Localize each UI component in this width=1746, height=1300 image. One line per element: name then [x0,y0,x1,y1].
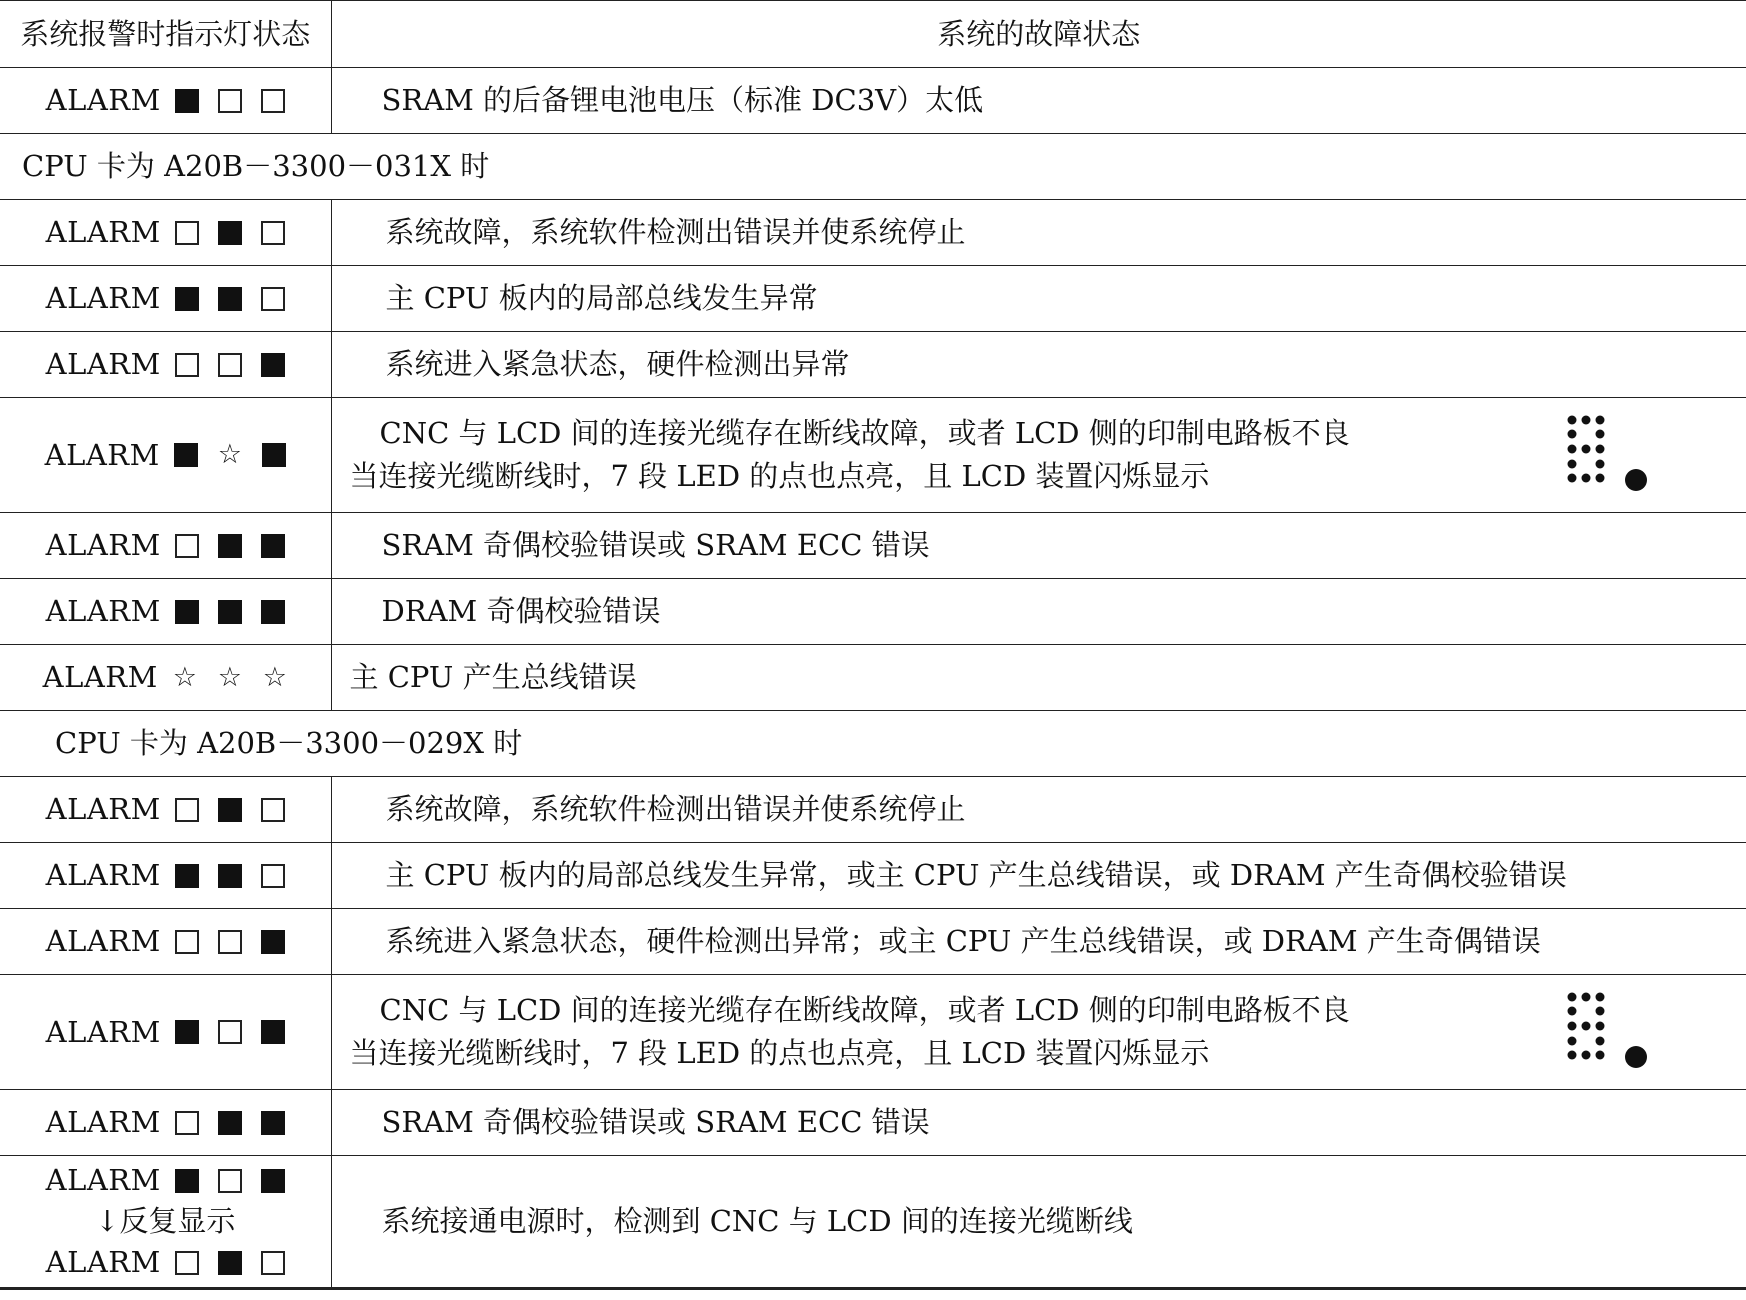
alarm-label: ALARM [42,660,158,694]
lamp-status-cell [0,777,331,843]
alarm-indicator [45,281,285,315]
table-header-row [0,1,1746,68]
alarm-label: ALARM [45,924,161,958]
fault-description: SRAM 的后备锂电池电压（标准 DC3V）太低 [381,83,984,117]
alarm-label: ALARM [44,437,160,472]
header-lamp-status: 系统报警时指示灯状态 [0,1,331,68]
fault-description: 系统进入紧急状态，硬件检测出异常 [385,347,850,381]
lamp-status-cell [0,266,331,332]
lamp-off-icon [175,798,199,822]
lamp-on-icon [218,600,242,624]
fault-description-cell [331,777,1746,843]
alarm-indicator [44,437,286,472]
lamp-blink-icon: ☆ [217,661,242,693]
lamp-on-icon [175,1020,199,1044]
table-row [0,332,1746,398]
lamp-on-icon [261,353,285,377]
repeat-indicator-stack [0,1163,331,1279]
lamp-status-cell [0,200,331,266]
fault-description-line: 当连接光缆断线时，7 段 LED 的点也点亮，且 LCD 装置闪烁显示 [349,1036,1210,1070]
lamp-on-icon [261,930,285,954]
alarm-indicator [45,594,285,628]
table-row [0,579,1746,645]
fault-description-cell [331,645,1746,711]
fault-description-cell [331,266,1746,332]
fault-description: 系统进入紧急状态，硬件检测出异常；或主 CPU 产生总线错误，或 DRAM 产生奇偶错误 [385,924,1541,958]
lamp-status-cell [0,909,331,975]
table-body [0,68,1746,1289]
lamp-status-cell [0,843,331,909]
alarm-indicator [45,528,285,562]
lamp-status-cell [0,645,331,711]
fault-description: SRAM 奇偶校验错误或 SRAM ECC 错误 [381,528,930,562]
lamp-on-icon [175,287,199,311]
fault-description-line: CNC 与 LCD 间的连接光缆存在断线故障，或者 LCD 侧的印制电路板不良 [379,993,1350,1027]
alarm-indicator [45,792,285,826]
alarm-indicator [45,83,285,117]
fault-description [332,416,1746,493]
fault-description-line: 当连接光缆断线时，7 段 LED 的点也点亮，且 LCD 装置闪烁显示 [349,459,1210,493]
lamp-off-icon [218,353,242,377]
alarm-label: ALARM [45,1245,161,1279]
table-row [0,513,1746,579]
lamp-off-icon [175,221,199,245]
table-row [0,843,1746,909]
fault-description-cell [331,975,1746,1090]
lamp-off-icon [175,353,199,377]
fault-description-cell [331,1090,1746,1156]
table-row [0,200,1746,266]
lamp-on-icon [218,221,242,245]
alarm-indicator [45,1245,285,1279]
repeat-label: ↓反复显示 [95,1204,236,1238]
fault-description-cell [331,1156,1746,1289]
fault-description [332,993,1746,1070]
lamp-off-icon [218,1020,242,1044]
alarm-label: ALARM [45,215,161,249]
section-heading: CPU 卡为 A20B－3300－031X 时 [0,134,1746,200]
alarm-indicator [45,1105,285,1139]
seven-segment-led-dot-icon [1564,412,1654,498]
lamp-status-cell [0,975,331,1090]
fault-description-cell [331,909,1746,975]
lamp-on-icon [261,534,285,558]
fault-description: 主 CPU 板内的局部总线发生异常，或主 CPU 产生总线错误，或 DRAM 产生奇偶校验错误 [385,858,1567,892]
fault-description: 系统接通电源时，检测到 CNC 与 LCD 间的连接光缆断线 [381,1204,1133,1238]
alarm-label: ALARM [45,858,161,892]
fault-description: DRAM 奇偶校验错误 [381,594,661,628]
fault-description: 主 CPU 产生总线错误 [349,660,637,694]
lamp-on-icon [175,89,199,113]
alarm-indicator [45,215,285,249]
table-row [0,711,1746,777]
lamp-on-icon [175,864,199,888]
table-row [0,1090,1746,1156]
fault-description: 系统故障，系统软件检测出错误并使系统停止 [385,215,966,249]
lamp-blink-icon: ☆ [172,661,197,693]
fault-description-line: CNC 与 LCD 间的连接光缆存在断线故障，或者 LCD 侧的印制电路板不良 [379,416,1350,450]
lamp-on-icon [261,1169,285,1193]
lamp-off-icon [218,89,242,113]
alarm-label: ALARM [45,1163,161,1197]
alarm-indicator [42,660,288,694]
fault-description: 系统故障，系统软件检测出错误并使系统停止 [385,792,966,826]
lamp-on-icon [174,443,198,467]
lamp-status-cell [0,398,331,513]
fault-description-cell [331,398,1746,513]
lamp-on-icon [218,798,242,822]
lamp-status-cell [0,513,331,579]
table-row [0,398,1746,513]
lamp-off-icon [175,534,199,558]
lamp-status-cell [0,1090,331,1156]
lamp-on-icon [218,534,242,558]
lamp-on-icon [175,1169,199,1193]
alarm-indicator [45,924,285,958]
table-row [0,909,1746,975]
table-row [0,1156,1746,1289]
lamp-blink-icon: ☆ [217,439,242,470]
lamp-off-icon [175,930,199,954]
lamp-off-icon [261,287,285,311]
lamp-off-icon [261,798,285,822]
fault-description-cell [331,68,1746,134]
lamp-blink-icon: ☆ [262,661,287,693]
lamp-on-icon [218,864,242,888]
lamp-status-cell [0,579,331,645]
fault-description-cell [331,332,1746,398]
alarm-label: ALARM [45,347,161,381]
table-row [0,975,1746,1090]
lamp-on-icon [218,1251,242,1275]
seven-segment-led-dot-icon [1564,989,1654,1075]
table-row [0,645,1746,711]
alarm-indicator [45,1014,285,1049]
lamp-status-cell [0,1156,331,1289]
lamp-off-icon [175,1251,199,1275]
alarm-indicator [45,347,285,381]
fault-description-cell [331,843,1746,909]
lamp-on-icon [262,443,286,467]
fault-description-cell [331,579,1746,645]
lamp-status-cell [0,332,331,398]
lamp-off-icon [261,89,285,113]
lamp-status-cell [0,68,331,134]
table-row [0,266,1746,332]
alarm-label: ALARM [45,281,161,315]
lamp-on-icon [261,1111,285,1135]
section-heading: CPU 卡为 A20B－3300－029X 时 [0,711,1746,777]
fault-description-cell [331,200,1746,266]
table-row [0,68,1746,134]
alarm-label: ALARM [45,1014,161,1049]
alarm-indicator [45,1163,285,1197]
lamp-on-icon [218,287,242,311]
fault-description: 主 CPU 板内的局部总线发生异常 [385,281,818,315]
table-row [0,777,1746,843]
fault-description: SRAM 奇偶校验错误或 SRAM ECC 错误 [381,1105,930,1139]
fault-description-cell [331,513,1746,579]
lamp-off-icon [175,1111,199,1135]
header-fault-status: 系统的故障状态 [331,1,1746,68]
alarm-label: ALARM [45,792,161,826]
lamp-on-icon [261,600,285,624]
alarm-label: ALARM [45,1105,161,1139]
lamp-off-icon [218,1169,242,1193]
alarm-indicator [45,858,285,892]
lamp-off-icon [261,221,285,245]
lamp-off-icon [261,1251,285,1275]
lamp-on-icon [175,600,199,624]
alarm-label: ALARM [45,528,161,562]
lamp-off-icon [261,864,285,888]
alarm-label: ALARM [45,83,161,117]
alarm-label: ALARM [45,594,161,628]
lamp-on-icon [218,1111,242,1135]
lamp-on-icon [261,1020,285,1044]
table-row [0,134,1746,200]
lamp-off-icon [218,930,242,954]
